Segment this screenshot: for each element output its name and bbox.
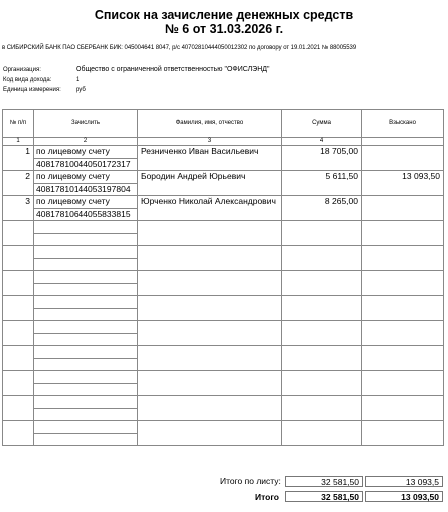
table-row [3,171,444,196]
empty-row [3,296,444,321]
empty-subcell [34,358,137,370]
row-number: 1 [3,146,34,171]
empty-cell [282,321,362,346]
empty-cell [282,296,362,321]
column-numbers-row [3,138,444,146]
empty-cell [138,371,282,396]
page-total-collected: 13 093,5 [365,476,443,487]
collected-value [362,146,444,171]
empty-rows [3,221,444,446]
row-number: 3 [3,196,34,221]
empty-cell [282,396,362,421]
table-row [3,196,444,221]
empty-subcell [34,271,137,283]
empty-cell [362,271,444,296]
sum-value: 8 265,00 [282,196,362,221]
empty-row [3,346,444,371]
empty-subcell [34,396,137,408]
empty-cell [138,246,282,271]
employee-name: Бородин Андрей Юрьевич [138,171,282,196]
empty-cell [34,271,138,296]
empty-cell [138,271,282,296]
empty-subcell [34,283,137,295]
empty-cell [34,396,138,421]
account-number: 40817810644055833815 [34,208,137,220]
empty-row [3,271,444,296]
account-number: 40817810044050172317 [34,158,137,170]
empty-cell [34,371,138,396]
empty-subcell [34,246,137,258]
credit-method: по лицевому счету [36,196,110,206]
empty-cell [34,346,138,371]
header-credit: Зачислить [34,110,138,138]
grand-total-label: Итого [255,492,279,502]
grand-total-sum: 32 581,50 [285,491,363,502]
empty-cell [3,296,34,321]
empty-cell [362,321,444,346]
column-number: 1 [3,138,34,146]
page-total-label: Итого по листу: [220,476,281,486]
document-title: Список на зачисление денежных средств [94,8,354,22]
grand-total-collected: 13 093,50 [365,491,443,502]
column-number: 3 [138,138,282,146]
empty-cell [34,221,138,246]
empty-row [3,396,444,421]
empty-cell [3,396,34,421]
organization-label: Организация: [3,67,41,73]
header-sum: Сумма [282,110,362,138]
empty-cell [3,321,34,346]
empty-subcell [34,221,137,233]
row-number: 2 [3,171,34,196]
empty-cell [34,421,138,446]
empty-subcell [34,333,137,345]
empty-cell [138,346,282,371]
column-number [362,138,444,146]
empty-row [3,421,444,446]
empty-cell [282,421,362,446]
empty-subcell [34,383,137,395]
empty-cell [282,271,362,296]
empty-cell [34,246,138,271]
sum-value: 5 611,50 [282,171,362,196]
empty-row [3,246,444,271]
empty-cell [138,221,282,246]
empty-subcell [34,308,137,320]
empty-cell [282,221,362,246]
empty-cell [362,296,444,321]
document-number: № 6 от 31.03.2026 г. [164,22,284,36]
empty-cell [362,396,444,421]
credit-method: по лицевому счету [36,146,110,156]
empty-cell [138,321,282,346]
empty-cell [3,221,34,246]
organization-value: Общество с ограниченной ответственностью "ОФИСЛЭНД" [76,66,270,73]
income-code-value: 1 [76,77,80,83]
header-full-name: Фамилия, имя, отчество [138,110,282,138]
empty-cell [282,246,362,271]
employee-name: Юрченко Николай Александрович [138,196,282,221]
empty-cell [3,271,34,296]
empty-cell [282,346,362,371]
empty-subcell [34,408,137,420]
unit-value: руб [76,87,86,93]
empty-row [3,371,444,396]
empty-cell [362,421,444,446]
empty-row [3,221,444,246]
bank-details: в СИБИРСКИЙ БАНК ПАО СБЕРБАНК БИК: 045004641 8047, р/с 40702810444050012302 по договору от 19.01.2021 № 88005539 [2,45,357,51]
page-total-sum: 32 581,50 [285,476,363,487]
empty-cell [362,246,444,271]
empty-cell [362,371,444,396]
empty-cell [138,396,282,421]
empty-cell [3,421,34,446]
column-number: 2 [34,138,138,146]
empty-subcell [34,421,137,433]
credit-cell [34,171,138,196]
income-code-label: Код вида дохода: [3,77,52,83]
empty-row [3,321,444,346]
credit-method: по лицевому счету [36,171,110,181]
table-header [3,110,444,138]
header-number: № п/п [3,110,34,138]
empty-cell [3,346,34,371]
credit-cell [34,146,138,171]
empty-subcell [34,433,137,445]
employee-name: Резниченко Иван Васильевич [138,146,282,171]
collected-value [362,196,444,221]
header-collected: Взыскано [362,110,444,138]
empty-subcell [34,296,137,308]
empty-subcell [34,258,137,270]
empty-subcell [34,346,137,358]
sum-value: 18 705,00 [282,146,362,171]
empty-cell [282,371,362,396]
empty-cell [362,346,444,371]
empty-cell [3,246,34,271]
empty-cell [362,221,444,246]
empty-subcell [34,233,137,245]
empty-cell [34,296,138,321]
column-number: 4 [282,138,362,146]
credit-cell [34,196,138,221]
unit-label: Единица измерения: [3,87,61,93]
payment-list-table [2,109,444,446]
empty-cell [138,296,282,321]
empty-cell [34,321,138,346]
empty-subcell [34,321,137,333]
table-row [3,146,444,171]
empty-cell [138,421,282,446]
collected-value: 13 093,50 [362,171,444,196]
account-number: 40817810144053197804 [34,183,137,195]
empty-cell [3,371,34,396]
empty-subcell [34,371,137,383]
